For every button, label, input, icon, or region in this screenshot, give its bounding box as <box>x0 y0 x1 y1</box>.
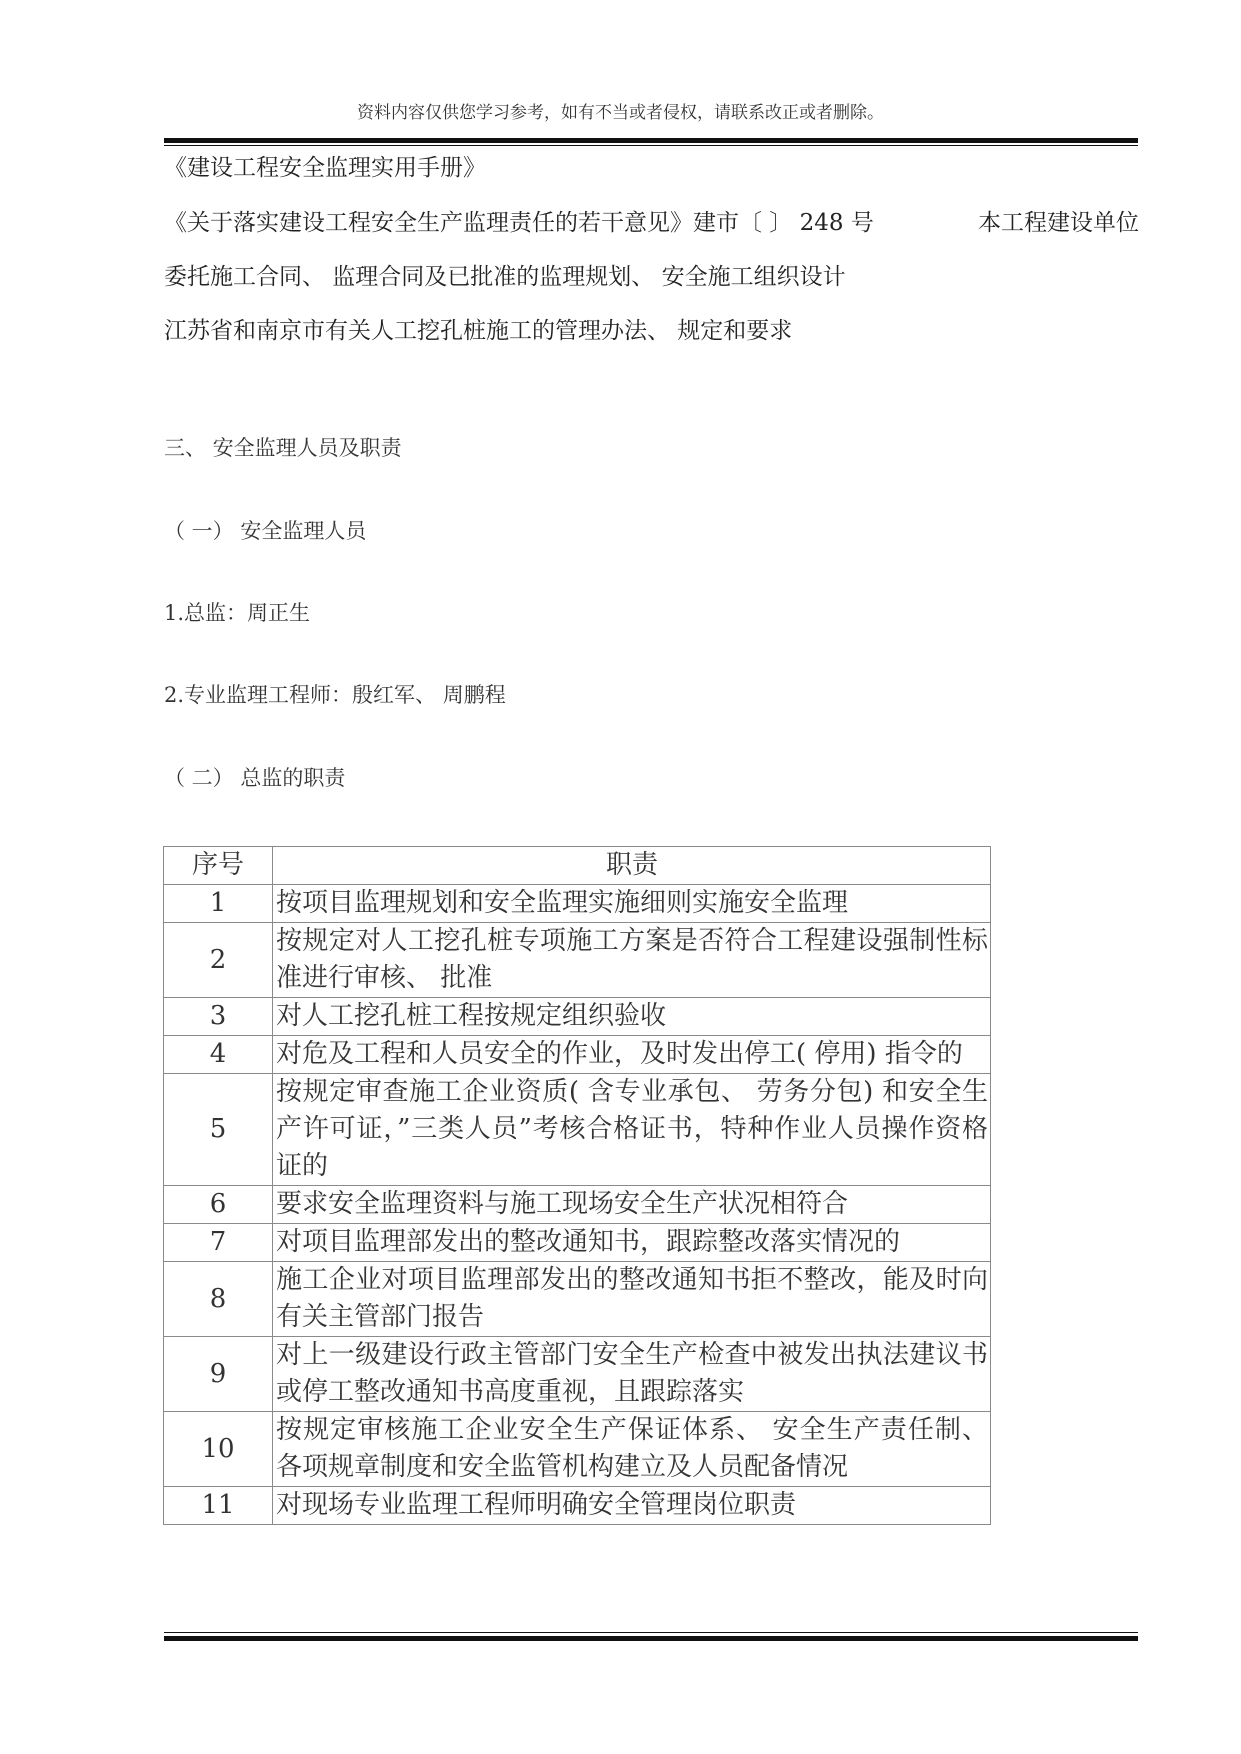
row-number: 1 <box>164 885 273 923</box>
table-row <box>164 1186 991 1224</box>
table-row <box>164 1412 991 1487</box>
basis-line-2-right: 本工程建设单位 <box>978 210 1139 236</box>
row-duty: 对现场专业监理工程师明确安全管理岗位职责 <box>273 1487 991 1525</box>
table-row <box>164 923 991 998</box>
row-number: 8 <box>164 1262 273 1337</box>
table-row <box>164 1074 991 1186</box>
row-duty: 按规定审查施工企业资质( 含专业承包、 劳务分包) 和安全生产许可证，”三类人员”考核合格证书，特种作业人员操作资格证的 <box>273 1074 991 1186</box>
staff-engineers: 2.专业监理工程师：殷红军、 周鹏程 <box>164 683 506 707</box>
basis-line-4: 江苏省和南京市有关人工挖孔桩施工的管理办法、 规定和要求 <box>164 318 793 344</box>
footer-rule-thick <box>164 1636 1138 1641</box>
row-number: 4 <box>164 1036 273 1074</box>
row-duty: 施工企业对项目监理部发出的整改通知书拒不整改，能及时向有关主管部门报告 <box>273 1262 991 1337</box>
table-row <box>164 1262 991 1337</box>
row-number: 10 <box>164 1412 273 1487</box>
row-duty: 按规定对人工挖孔桩专项施工方案是否符合工程建设强制性标准进行审核、 批准 <box>273 923 991 998</box>
row-number: 5 <box>164 1074 273 1186</box>
header-cell-no: 序号 <box>164 847 273 885</box>
basis-line-1: 《建设工程安全监理实用手册》 <box>164 155 486 181</box>
row-duty: 对上一级建设行政主管部门安全生产检查中被发出执法建议书或停工整改通知书高度重视，且跟踪落实 <box>273 1337 991 1412</box>
row-number: 2 <box>164 923 273 998</box>
row-number: 11 <box>164 1487 273 1525</box>
header-rule-thick <box>164 138 1138 143</box>
row-duty: 按规定审核施工企业安全生产保证体系、 安全生产责任制、 各项规章制度和安全监管机构建立及人员配备情况 <box>273 1412 991 1487</box>
row-duty: 对人工挖孔桩工程按规定组织验收 <box>273 998 991 1036</box>
row-duty: 要求安全监理资料与施工现场安全生产状况相符合 <box>273 1186 991 1224</box>
table-row <box>164 998 991 1036</box>
row-duty: 对危及工程和人员安全的作业，及时发出停工( 停用) 指令的 <box>273 1036 991 1074</box>
table-row <box>164 885 991 923</box>
row-duty: 对项目监理部发出的整改通知书，跟踪整改落实情况的 <box>273 1224 991 1262</box>
subsection-1-title: （ 一） 安全监理人员 <box>164 519 367 543</box>
row-number: 9 <box>164 1337 273 1412</box>
row-number: 6 <box>164 1186 273 1224</box>
staff-chief: 1.总监：周正生 <box>164 601 311 625</box>
table-row <box>164 1224 991 1262</box>
table-header-row <box>164 847 991 885</box>
subsection-2-title: （ 二） 总监的职责 <box>164 766 346 790</box>
row-duty: 按项目监理规划和安全监理实施细则实施安全监理 <box>273 885 991 923</box>
table-row <box>164 1487 991 1525</box>
table-row <box>164 1036 991 1074</box>
row-number: 3 <box>164 998 273 1036</box>
row-number: 7 <box>164 1224 273 1262</box>
header-cell-duty: 职责 <box>273 847 991 885</box>
table-row <box>164 1337 991 1412</box>
footer-rule-thin <box>164 1632 1138 1633</box>
header-rule-thin <box>164 145 1138 146</box>
section-3-title: 三、 安全监理人员及职责 <box>164 436 402 460</box>
header-disclaimer: 资料内容仅供您学习参考，如有不当或者侵权，请联系改正或者删除。 <box>357 103 884 123</box>
basis-line-2-left: 《关于落实建设工程安全生产监理责任的若干意见》建市〔 〕 248 号 <box>164 210 874 236</box>
duties-table <box>163 846 991 1525</box>
basis-line-3: 委托施工合同、 监理合同及已批准的监理规划、 安全施工组织设计 <box>164 264 846 290</box>
